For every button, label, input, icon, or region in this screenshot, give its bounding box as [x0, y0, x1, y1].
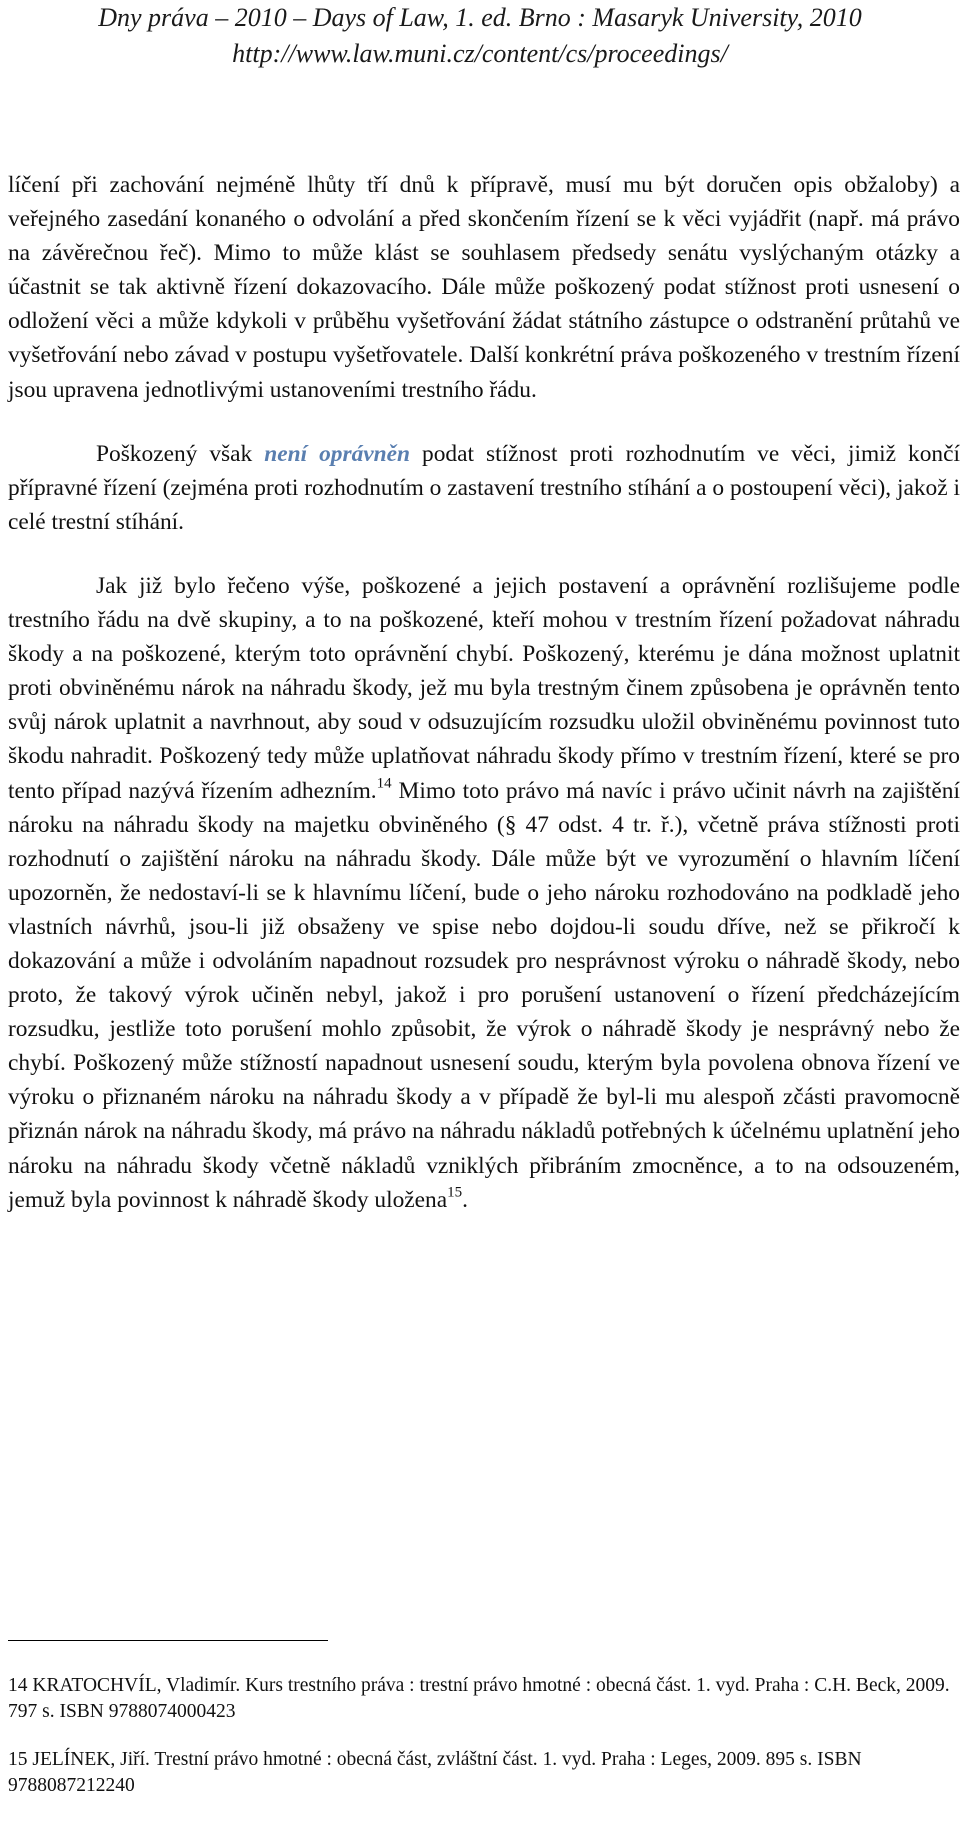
footnote-14: 14 KRATOCHVÍL, Vladimír. Kurs trestního práva : trestní právo hmotné : obecná část. 1. vyd. Praha : C.H. Beck, 2009. 797 s. ISBN 9788074000423 [8, 1675, 950, 1722]
header-citation: Dny práva – 2010 – Days of Law, 1. ed. Brno : Masaryk University, 2010 [98, 3, 862, 32]
paragraph-3 [8, 569, 960, 1217]
footnote-ref-14[interactable]: 14 [376, 775, 392, 791]
paragraph-1: líčení při zachování nejméně lhůty tří dnů k přípravě, musí mu být doručen opis obžaloby) a veřejného zasedání konaného o odvolání a před skončením řízení se k věci vyjádřit (např. má právo na závěrečnou řeč). Mimo to může klást se souhlasem předsedy senátu vyslýchaným otázky a účastnit se tak aktivně řízení dokazovacího. Dále může poškozený podat stížnost proti usnesení o odložení věci a může kdykoli v průběhu vyšetřování žádat státního zástupce o odstranění průtahů ve vyšetřování nebo závad v postupu vyšetřovatele. Další konkrétní práva poškozeného v trestním řízení jsou upravena jednotlivými ustanoveními trestního řádu. [8, 172, 960, 403]
paragraph-2-start: Poškozený však [96, 440, 265, 467]
paragraph-3-end: . [462, 1186, 468, 1213]
header-url: http://www.law.muni.cz/content/cs/proceedings/ [232, 39, 728, 68]
page-header [0, 0, 960, 72]
footnote-15: 15 JELÍNEK, Jiří. Trestní právo hmotné : obecná část, zvláštní část. 1. vyd. Praha : Leges, 2009. 895 s. ISBN 9788087212240 [8, 1749, 862, 1796]
paragraph-3-part-1: Jak již bylo řečeno výše, poškozené a jejich postavení a oprávnění rozlišujeme podle trestního řádu na dvě skupiny, a to na poškozené, kteří mohou v trestním řízení požadovat náhradu škody a na poškozené, kterým toto oprávnění chybí. Poškozený, kterému je dána možnost uplatnit proti obviněnému nárok na náhradu škody, jež mu byla trestným činem způsobena je oprávněn tento svůj nárok uplatnit a navrhnout, aby soud v odsuzujícím rozsudku uložil obviněnému povinnost tuto škodu nahradit. Poškozený tedy může uplatňovat náhradu škody přímo v trestním řízení, které se pro tento případ nazývá řízením adhezním. [8, 572, 960, 804]
footnote-separator [8, 1640, 328, 1641]
paragraph-3-part-2: Mimo toto právo má navíc i právo učinit návrh na zajištění nároku na náhradu škody na majetku obviněného (§ 47 odst. 4 tr. ř.), včetně práva stížnosti proti rozhodnutí o zajištění nároku na náhradu škody. Dále může být ve vyrozumění o hlavním líčení upozorněn, že nedostaví-li se k hlavnímu líčení, bude o jeho nároku rozhodováno na podkladě jeho vlastních návrhů, jsou-li již obsaženy ve spise nebo dojdou-li soudu dříve, než se přikročí k dokazování a může i odvoláním napadnout rozsudek pro nesprávnost výroku o náhradě škody, nebo proto, že takový výrok učiněn nebyl, jakož i pro porušení ustanovení o řízení předcházejícím rozsudku, jestliže toto porušení mohlo způsobit, že výrok o náhradě škody je nesprávný nebo že chybí. Poškozený může stížností napadnout usnesení soudu, kterým byla povolena obnova řízení ve výroku o přiznaném nároku na náhradu škody a v případě že byl-li mu alespoň zčásti pravomocně přiznán nárok na náhradu škody, má právo na náhradu nákladů potřebných k účelnému uplatnění jeho nároku na náhradu škody včetně nákladů vzniklých přibráním zmocněnce, a to na odsouzeném, jemuž byla povinnost k náhradě škody uložena [8, 777, 960, 1213]
footnote-ref-15[interactable]: 15 [447, 1184, 463, 1201]
paragraph-2 [8, 437, 960, 539]
paragraph-2-end: podat stížnost proti rozhodnutím ve věci, jimiž končí přípravné řízení (zejména proti rozhodnutím o zastavení trestního stíhání a o postoupení věci), jakož i celé trestní stíhání. [8, 440, 960, 535]
main-text [8, 168, 960, 1247]
footnotes [8, 1673, 958, 1821]
emphasis-not-entitled: není oprávněn [264, 440, 411, 467]
